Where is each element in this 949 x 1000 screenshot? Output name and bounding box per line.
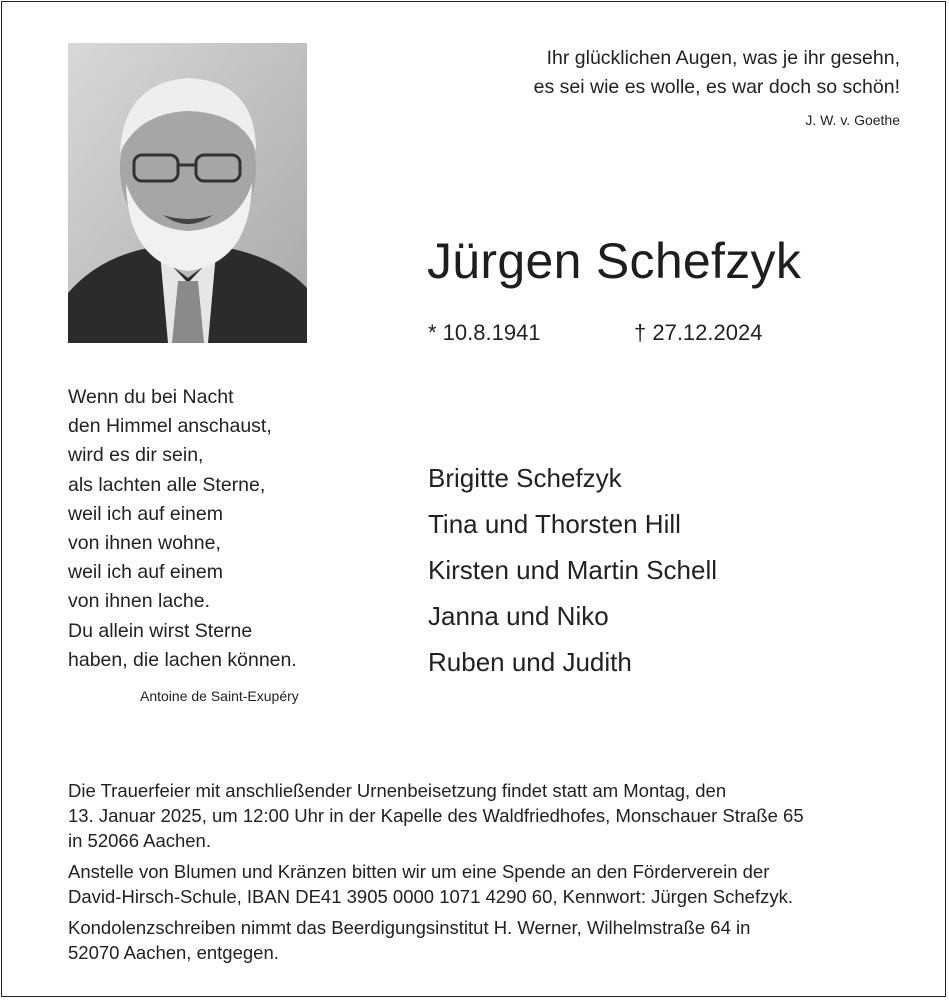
poem-author: Antoine de Saint-Exupéry — [140, 688, 299, 704]
ceremony-paragraph: Die Trauerfeier mit anschließender Urnenbeisetzung findet statt am Montag, den 13. Januar 2025, um 12:00 Uhr in der Kapelle des Waldfriedhofes, Monschauer Straße 65 in 52066 Aachen. — [68, 780, 804, 851]
condolence-paragraph: Kondolenzschreiben nimmt das Beerdigungsinstitut H. Werner, Wilhelmstraße 64 in 52070 Aachen, entgegen. — [68, 917, 751, 963]
goethe-quote-author: J. W. v. Goethe — [805, 112, 900, 128]
deceased-name: Jürgen Schefzyk — [427, 233, 802, 289]
poem-line: wird es dir sein, — [68, 444, 204, 467]
goethe-quote-line: es sei wie es wolle, es war doch so schön! — [533, 76, 900, 98]
birth-date: * 10.8.1941 — [428, 320, 541, 345]
mourner-name: Tina und Thorsten Hill — [428, 509, 681, 539]
mourner-name: Ruben und Judith — [428, 647, 632, 677]
mourners-list — [428, 455, 717, 685]
mourner-name: Kirsten und Martin Schell — [428, 555, 718, 585]
goethe-quote-line: Ihr glücklichen Augen, was je ihr gesehn, — [546, 47, 900, 69]
poem-line: den Himmel anschaust, — [68, 415, 272, 438]
mourner-name: Brigitte Schefzyk — [428, 463, 622, 493]
goethe-quote — [534, 44, 900, 102]
death-date: † 27.12.2024 — [634, 320, 763, 345]
poem-line: weil ich auf einem — [68, 561, 223, 584]
poem-line: haben, die lachen können. — [68, 648, 297, 671]
donation-paragraph: Anstelle von Blumen und Kränzen bitten wir um eine Spende an den Förderverein der David-Hirsch-Schule, IBAN DE41 3905 0000 1071 4290 60, Kennwort: Jürgen Schefzyk. — [68, 861, 793, 907]
poem-line: Wenn du bei Nacht — [68, 386, 234, 408]
poem-line: von ihnen lache. — [68, 590, 211, 613]
poem — [68, 383, 297, 675]
poem-line: von ihnen wohne, — [68, 532, 221, 555]
funeral-notice — [68, 778, 888, 971]
poem-line: weil ich auf einem — [68, 502, 223, 525]
poem-line: Du allein wirst Sterne — [68, 619, 253, 642]
mourner-name: Janna und Niko — [428, 601, 609, 631]
poem-line: als lachten alle Sterne, — [68, 473, 266, 496]
portrait-photo — [68, 43, 307, 343]
